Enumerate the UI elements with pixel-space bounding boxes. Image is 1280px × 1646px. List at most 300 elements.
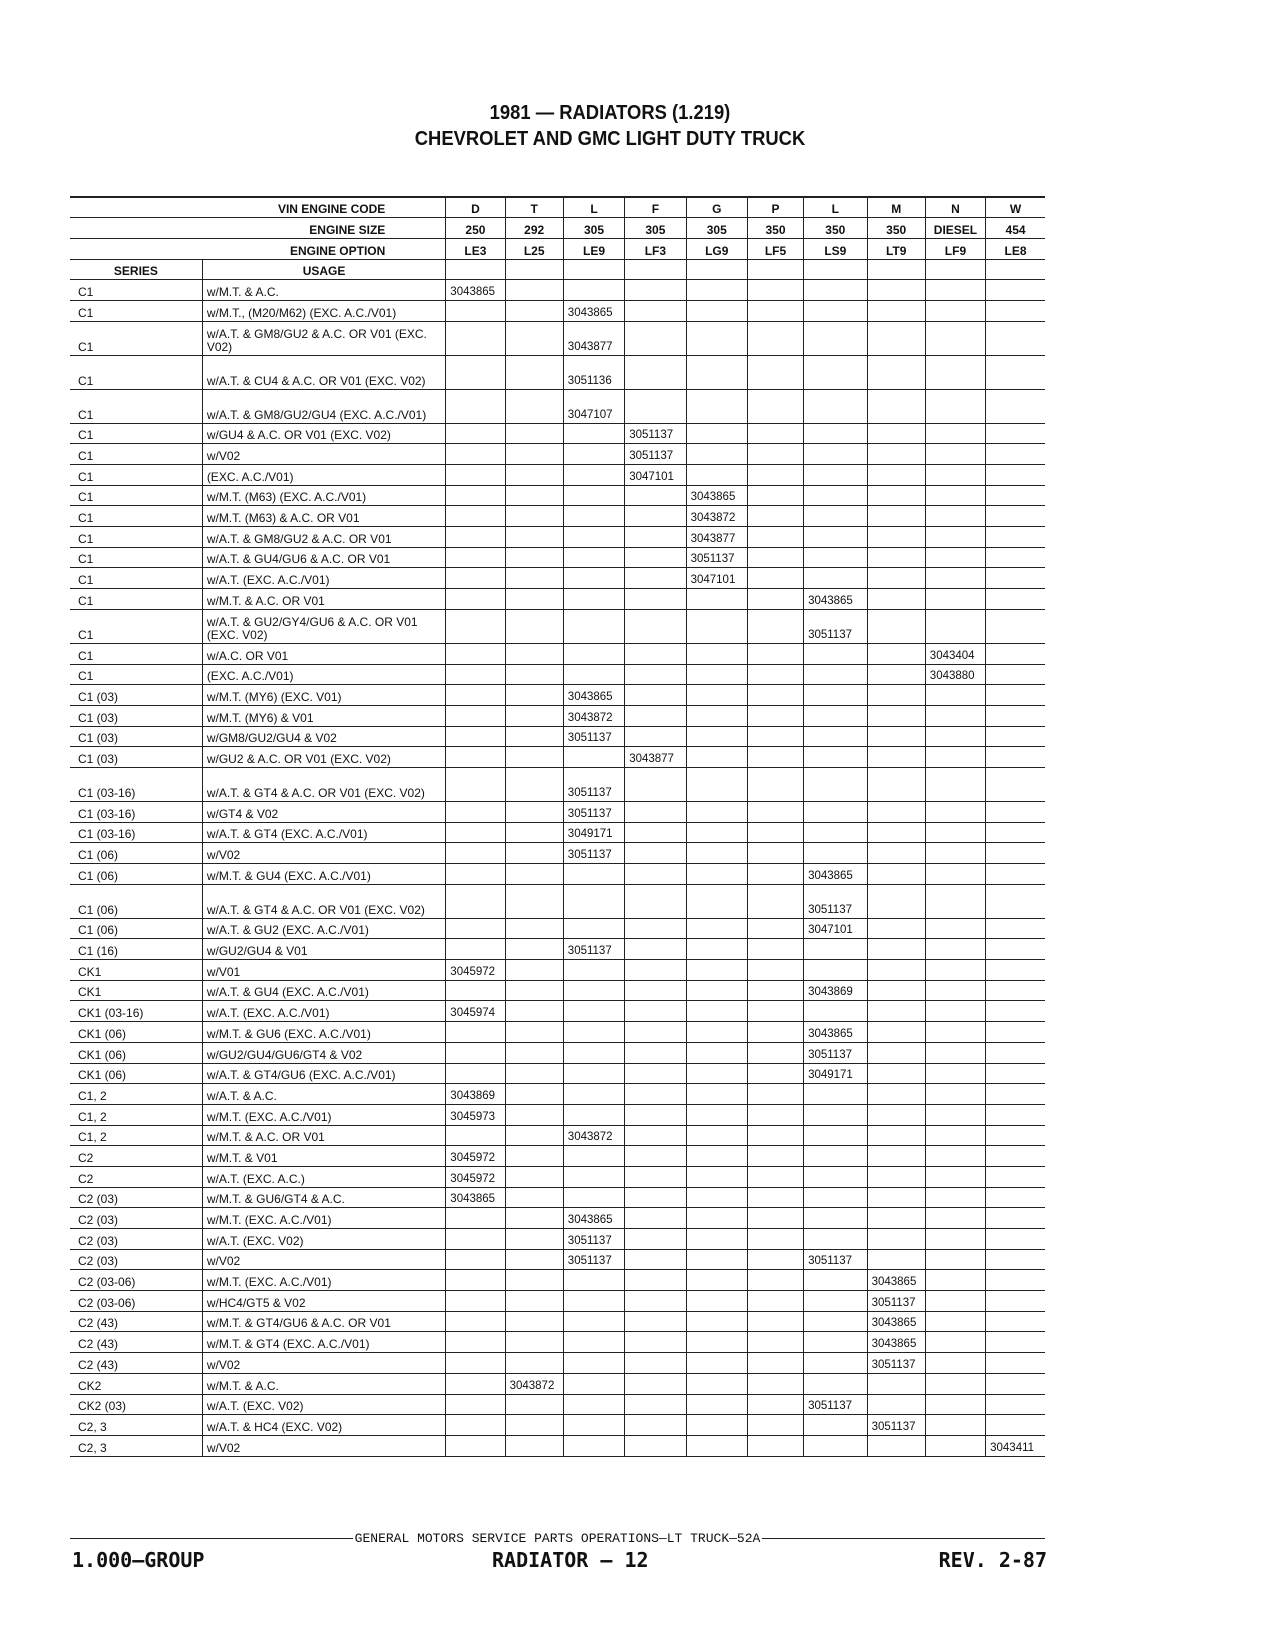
series-cell: C1 (06) (70, 918, 202, 939)
header-cell: LE9 (563, 238, 624, 259)
part-number-cell (925, 884, 985, 918)
usage-cell: w/V02 (202, 1353, 445, 1374)
usage-cell: w/A.C. OR V01 (202, 643, 445, 664)
part-number-cell (925, 1311, 985, 1332)
part-number-cell (747, 1415, 803, 1436)
part-number-cell (986, 939, 1045, 960)
series-cell: C1 (03-16) (70, 822, 202, 843)
part-number-cell: 3049171 (804, 1063, 868, 1084)
part-number-cell (505, 643, 563, 664)
part-number-cell (925, 1249, 985, 1270)
part-number-cell (625, 1187, 686, 1208)
series-cell: CK1 (70, 980, 202, 1001)
part-number-cell (625, 355, 686, 389)
series-cell: C1 (70, 506, 202, 527)
part-number-cell (804, 444, 868, 465)
part-number-cell (625, 589, 686, 610)
footer-group: 1.000—GROUP (72, 1548, 205, 1572)
part-number-cell (625, 1311, 686, 1332)
part-number-cell (747, 1353, 803, 1374)
part-number-cell (505, 527, 563, 548)
part-number-cell: 3043865 (867, 1311, 925, 1332)
table-row (70, 280, 1045, 301)
part-number-cell (986, 664, 1045, 685)
part-number-cell (867, 609, 925, 643)
series-cell: C1, 2 (70, 1125, 202, 1146)
part-number-cell (686, 705, 747, 726)
part-number-cell (563, 980, 624, 1001)
blank-header-cell (747, 259, 803, 280)
part-number-cell (563, 444, 624, 465)
header-cell: F (625, 197, 686, 218)
part-number-cell (686, 1311, 747, 1332)
part-number-cell: 3043877 (686, 527, 747, 548)
part-number-cell (925, 864, 985, 885)
part-number-cell (986, 1353, 1045, 1374)
part-number-cell (625, 1022, 686, 1043)
part-number-cell (686, 685, 747, 706)
series-cell: C2, 3 (70, 1435, 202, 1456)
part-number-cell (446, 465, 505, 486)
part-number-cell (625, 1415, 686, 1436)
title-line-1: 1981 — RADIATORS (1.219) (489, 102, 731, 124)
header-cell: W (986, 197, 1045, 218)
part-number-cell: 3051137 (804, 884, 868, 918)
part-number-cell (804, 1084, 868, 1105)
series-cell: C1 (70, 643, 202, 664)
part-number-cell (446, 939, 505, 960)
part-number-cell (563, 1373, 624, 1394)
part-number-cell (686, 822, 747, 843)
part-number-cell (686, 389, 747, 423)
usage-cell: w/V02 (202, 843, 445, 864)
part-number-cell (686, 1084, 747, 1105)
part-number-cell (867, 1208, 925, 1229)
part-number-cell (867, 1104, 925, 1125)
part-number-cell (505, 609, 563, 643)
part-number-cell (686, 1291, 747, 1312)
part-number-cell (686, 960, 747, 981)
part-number-cell (804, 1291, 868, 1312)
table-row (70, 485, 1045, 506)
part-number-cell (446, 609, 505, 643)
part-number-cell (804, 465, 868, 486)
part-number-cell (925, 1022, 985, 1043)
part-number-cell (563, 568, 624, 589)
header-row (70, 238, 1045, 259)
blank-header-cell (986, 259, 1045, 280)
part-number-cell (804, 1332, 868, 1353)
part-number-cell (563, 547, 624, 568)
usage-cell: w/M.T. & GT4 (EXC. A.C./V01) (202, 1332, 445, 1353)
usage-cell: w/A.T. & GM8/GU2 & A.C. OR V01 (202, 527, 445, 548)
part-number-cell (505, 485, 563, 506)
series-column-header: SERIES (70, 259, 202, 280)
series-cell: C1 (70, 423, 202, 444)
part-number-cell (986, 1166, 1045, 1187)
part-number-cell (804, 300, 868, 321)
part-number-cell (986, 1063, 1045, 1084)
part-number-cell (867, 547, 925, 568)
part-number-cell (986, 980, 1045, 1001)
part-number-cell (804, 939, 868, 960)
part-number-cell (804, 747, 868, 768)
part-number-cell (446, 1291, 505, 1312)
header-cell: 292 (505, 218, 563, 239)
part-number-cell (505, 1166, 563, 1187)
part-number-cell: 3051137 (867, 1353, 925, 1374)
header-row-label: ENGINE OPTION (70, 238, 446, 259)
part-number-cell (867, 1373, 925, 1394)
part-number-cell (925, 1187, 985, 1208)
part-number-cell (925, 568, 985, 589)
part-number-cell (867, 1063, 925, 1084)
part-number-cell: 3051137 (563, 801, 624, 822)
part-number-cell (446, 355, 505, 389)
part-number-cell: 3047107 (563, 389, 624, 423)
part-number-cell (563, 485, 624, 506)
table-row (70, 609, 1045, 643)
part-number-cell (804, 506, 868, 527)
part-number-cell (563, 664, 624, 685)
part-number-cell (505, 939, 563, 960)
part-number-cell (747, 1063, 803, 1084)
usage-cell: w/M.T. & GU4 (EXC. A.C./V01) (202, 864, 445, 885)
part-number-cell (804, 355, 868, 389)
part-number-cell (505, 1146, 563, 1167)
part-number-cell (925, 280, 985, 301)
part-number-cell (925, 1435, 985, 1456)
part-number-cell (446, 389, 505, 423)
part-number-cell (625, 1042, 686, 1063)
part-number-cell (446, 321, 505, 355)
part-number-cell: 3043877 (625, 747, 686, 768)
part-number-cell (867, 884, 925, 918)
part-number-cell (625, 822, 686, 843)
series-cell: C1 (03-16) (70, 767, 202, 801)
part-number-cell (505, 767, 563, 801)
part-number-cell (505, 705, 563, 726)
part-number-cell (986, 864, 1045, 885)
part-number-cell (867, 568, 925, 589)
part-number-cell (505, 300, 563, 321)
series-cell: C2 (03) (70, 1208, 202, 1229)
part-number-cell (986, 1332, 1045, 1353)
part-number-cell (625, 1373, 686, 1394)
table-row (70, 980, 1045, 1001)
table-row (70, 355, 1045, 389)
part-number-cell (986, 843, 1045, 864)
table-body (70, 197, 1045, 1456)
part-number-cell (804, 1187, 868, 1208)
part-number-cell (686, 726, 747, 747)
part-number-cell (563, 1063, 624, 1084)
part-number-cell (747, 1373, 803, 1394)
part-number-cell (446, 843, 505, 864)
series-cell: C1 (70, 465, 202, 486)
header-cell: LF3 (625, 238, 686, 259)
part-number-cell (747, 918, 803, 939)
part-number-cell (867, 1394, 925, 1415)
part-number-cell (505, 568, 563, 589)
usage-cell: w/GU2/GU4/GU6/GT4 & V02 (202, 1042, 445, 1063)
part-number-cell (747, 884, 803, 918)
usage-cell: w/A.T. (EXC. A.C./V01) (202, 1001, 445, 1022)
header-cell: G (686, 197, 747, 218)
part-number-cell (747, 1435, 803, 1456)
part-number-cell (686, 423, 747, 444)
series-cell: C1 (06) (70, 843, 202, 864)
part-number-cell (804, 527, 868, 548)
part-number-cell (625, 280, 686, 301)
part-number-cell (925, 939, 985, 960)
part-number-cell (505, 423, 563, 444)
part-number-cell (446, 747, 505, 768)
part-number-cell (925, 1208, 985, 1229)
part-number-cell (563, 1311, 624, 1332)
part-number-cell (686, 589, 747, 610)
part-number-cell (505, 321, 563, 355)
usage-cell: w/M.T. & GU6/GT4 & A.C. (202, 1187, 445, 1208)
part-number-cell (625, 506, 686, 527)
part-number-cell (747, 767, 803, 801)
part-number-cell (505, 1229, 563, 1250)
part-number-cell (986, 1125, 1045, 1146)
part-number-cell (867, 1229, 925, 1250)
part-number-cell (505, 1042, 563, 1063)
part-number-cell (563, 1291, 624, 1312)
header-cell: T (505, 197, 563, 218)
table-row (70, 726, 1045, 747)
part-number-cell (747, 423, 803, 444)
usage-cell: w/A.T. (EXC. A.C./V01) (202, 568, 445, 589)
part-number-cell (867, 321, 925, 355)
part-number-cell (867, 506, 925, 527)
series-cell: C1 (70, 355, 202, 389)
part-number-cell (505, 980, 563, 1001)
series-cell: C2 (43) (70, 1353, 202, 1374)
part-number-cell (867, 389, 925, 423)
series-cell: CK1 (06) (70, 1063, 202, 1084)
part-number-cell (925, 1291, 985, 1312)
part-number-cell (505, 1353, 563, 1374)
part-number-cell (625, 389, 686, 423)
part-number-cell (446, 1022, 505, 1043)
part-number-cell (686, 1373, 747, 1394)
part-number-cell (925, 1166, 985, 1187)
part-number-cell (446, 423, 505, 444)
usage-cell: w/GU4 & A.C. OR V01 (EXC. V02) (202, 423, 445, 444)
part-number-cell (986, 1394, 1045, 1415)
part-number-cell (446, 547, 505, 568)
part-number-cell (686, 980, 747, 1001)
usage-cell: w/V01 (202, 960, 445, 981)
part-number-cell (625, 1125, 686, 1146)
part-number-cell (986, 300, 1045, 321)
part-number-cell (505, 822, 563, 843)
part-number-cell (686, 444, 747, 465)
part-number-cell (625, 1332, 686, 1353)
part-number-cell (804, 1311, 868, 1332)
part-number-cell (686, 609, 747, 643)
part-number-cell (747, 1187, 803, 1208)
footer-rule-right (762, 1538, 1045, 1539)
table-row (70, 1373, 1045, 1394)
part-number-cell: 3051137 (563, 1249, 624, 1270)
part-number-cell (446, 506, 505, 527)
part-number-cell (446, 568, 505, 589)
part-number-cell (867, 918, 925, 939)
part-number-cell (867, 1166, 925, 1187)
series-cell: C2 (03-06) (70, 1270, 202, 1291)
part-number-cell (925, 609, 985, 643)
header-cell: 350 (747, 218, 803, 239)
part-number-cell (446, 1353, 505, 1374)
header-cell: L (804, 197, 868, 218)
table-row (70, 1270, 1045, 1291)
part-number-cell (747, 1042, 803, 1063)
header-cell: LE8 (986, 238, 1045, 259)
part-number-cell: 3043411 (986, 1435, 1045, 1456)
part-number-cell (925, 444, 985, 465)
part-number-cell (446, 1332, 505, 1353)
part-number-cell (925, 1001, 985, 1022)
part-number-cell (804, 664, 868, 685)
usage-cell: w/GT4 & V02 (202, 801, 445, 822)
usage-cell: w/GU2 & A.C. OR V01 (EXC. V02) (202, 747, 445, 768)
part-number-cell (446, 1415, 505, 1436)
part-number-cell (625, 547, 686, 568)
part-number-cell (625, 1146, 686, 1167)
header-cell: N (925, 197, 985, 218)
part-number-cell (925, 1042, 985, 1063)
part-number-cell (505, 389, 563, 423)
part-number-cell (686, 1208, 747, 1229)
blank-header-cell (925, 259, 985, 280)
table-row (70, 1084, 1045, 1105)
part-number-cell (986, 444, 1045, 465)
table-row (70, 506, 1045, 527)
part-number-cell (986, 1146, 1045, 1167)
part-number-cell (925, 801, 985, 822)
part-number-cell (446, 527, 505, 548)
part-number-cell (747, 527, 803, 548)
header-cell: 305 (686, 218, 747, 239)
part-number-cell (505, 884, 563, 918)
part-number-cell (747, 1394, 803, 1415)
part-number-cell (625, 1063, 686, 1084)
part-number-cell (505, 1249, 563, 1270)
part-number-cell (804, 1270, 868, 1291)
header-cell: LG9 (686, 238, 747, 259)
part-number-cell (446, 1394, 505, 1415)
part-number-cell (446, 685, 505, 706)
part-number-cell: 3043869 (446, 1084, 505, 1105)
part-number-cell (804, 547, 868, 568)
header-cell: LE3 (446, 238, 505, 259)
part-number-cell (747, 980, 803, 1001)
part-number-cell (804, 1104, 868, 1125)
part-number-cell (986, 1022, 1045, 1043)
usage-cell: w/A.T. & GM8/GU2/GU4 (EXC. A.C./V01) (202, 389, 445, 423)
part-number-cell (686, 864, 747, 885)
series-cell: C2 (03) (70, 1229, 202, 1250)
part-number-cell (925, 822, 985, 843)
usage-cell: w/A.T. & GT4 (EXC. A.C./V01) (202, 822, 445, 843)
part-number-cell (686, 355, 747, 389)
part-number-cell (505, 1208, 563, 1229)
part-number-cell: 3043872 (563, 705, 624, 726)
part-number-cell (804, 726, 868, 747)
blank-header-cell (563, 259, 624, 280)
table-row (70, 939, 1045, 960)
part-number-cell (505, 1187, 563, 1208)
header-row-label: ENGINE SIZE (70, 218, 446, 239)
part-number-cell: 3043865 (563, 300, 624, 321)
part-number-cell (747, 300, 803, 321)
table-row (70, 423, 1045, 444)
series-cell: C1 (03-16) (70, 801, 202, 822)
table-row (70, 1022, 1045, 1043)
usage-cell: w/M.T. (M63) (EXC. A.C./V01) (202, 485, 445, 506)
part-number-cell (747, 801, 803, 822)
part-number-cell: 3051137 (804, 609, 868, 643)
part-number-cell (625, 864, 686, 885)
part-number-cell (986, 355, 1045, 389)
header-cell: 350 (804, 218, 868, 239)
part-number-cell (925, 1063, 985, 1084)
table-row (70, 1166, 1045, 1187)
part-number-cell (804, 1229, 868, 1250)
part-number-cell (686, 300, 747, 321)
usage-cell: w/M.T. (EXC. A.C./V01) (202, 1270, 445, 1291)
usage-cell: w/M.T. & A.C. (202, 280, 445, 301)
part-number-cell: 3043869 (804, 980, 868, 1001)
part-number-cell: 3051137 (867, 1291, 925, 1312)
part-number-cell (804, 485, 868, 506)
part-number-cell (686, 643, 747, 664)
part-number-cell (446, 643, 505, 664)
part-number-cell (686, 1332, 747, 1353)
part-number-cell: 3051137 (804, 1042, 868, 1063)
table-row (70, 1063, 1045, 1084)
table-row (70, 321, 1045, 355)
series-cell: C1, 2 (70, 1084, 202, 1105)
part-number-cell: 3045972 (446, 1166, 505, 1187)
part-number-cell (686, 280, 747, 301)
part-number-cell: 3043865 (804, 1022, 868, 1043)
part-number-cell (804, 389, 868, 423)
part-number-cell (986, 1229, 1045, 1250)
usage-cell: w/A.T. (EXC. A.C.) (202, 1166, 445, 1187)
part-number-cell (986, 1208, 1045, 1229)
usage-cell: w/A.T. & A.C. (202, 1084, 445, 1105)
table-row (70, 1229, 1045, 1250)
part-number-cell (925, 1270, 985, 1291)
part-number-cell (505, 1063, 563, 1084)
part-number-cell (625, 685, 686, 706)
part-number-cell (446, 980, 505, 1001)
part-number-cell (625, 801, 686, 822)
part-number-cell (625, 726, 686, 747)
part-number-cell (867, 939, 925, 960)
part-number-cell (986, 884, 1045, 918)
part-number-cell: 3051137 (625, 423, 686, 444)
part-number-cell (446, 664, 505, 685)
part-number-cell (747, 1332, 803, 1353)
part-number-cell (625, 884, 686, 918)
usage-cell: w/M.T. (EXC. A.C./V01) (202, 1104, 445, 1125)
